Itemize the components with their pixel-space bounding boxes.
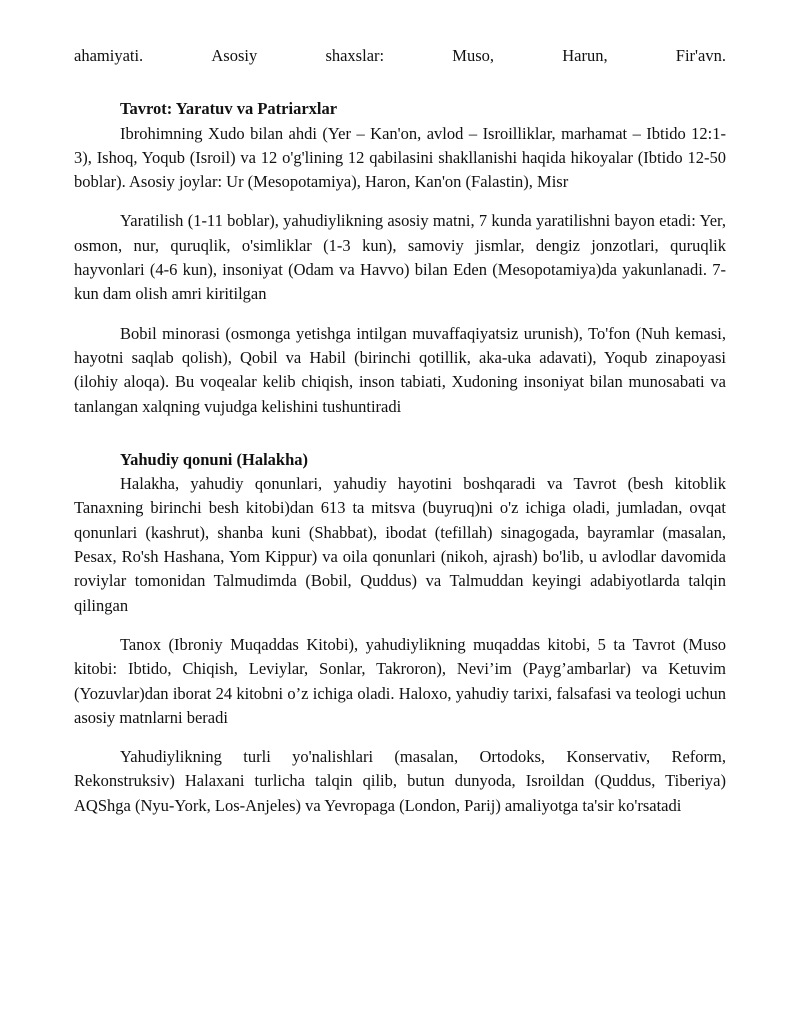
top-line xyxy=(74,44,726,68)
section-heading-tavrot: Tavrot: Yaratuv va Patriarxlar xyxy=(120,99,338,119)
paragraph: Ibrohimning Xudo bilan ahdi (Yer – Kan'on, avlod – Isroilliklar, marhamat – Ibtido 12:1-3), Ishoq, Yoqub (Isroil) va 12 o'g'lining 12 qabilasini shakllanishi haqida hikoyalar (Ibtido 12-50 boblar). Asosiy joylar: Ur (Mesopotamiya), Haron, Kan'on (Falastin), Misr xyxy=(74,123,726,192)
section-heading-halakha: Yahudiy qonuni (Halakha) xyxy=(120,449,309,469)
top-line-word: shaxslar: xyxy=(325,46,385,65)
paragraph: Yahudiylikning turli yo'nalishlari (masalan, Ortodoks, Konservativ, Reform, Rekonstruksiv) Halaxani turlicha talqin qilib, butun dunyoda, Isroildan (Quddus, Tiberiya) AQShga (Nyu-York, Los-Anjeles) va Yevropaga (London, Parij) amaliyotga ta'sir ko'rsatadi xyxy=(74,747,726,815)
paragraph: Bobil minorasi (osmonga yetishga intilgan muvaffaqiyatsiz urunish), To'fon (Nuh kemasi, hayotni saqlab qolish), Qobil va Habil (birinchi qotillik, aka-uka adavati), Yoqub zinapoyasi (ilohiy aloqa). Bu voqealar kelib chiqish, inson tabiati, Xudoning insoniyat bilan munosabati va tanlangan xalqning vujudga kelishini tushuntiradi xyxy=(74,323,726,416)
paragraph: Yaratilish (1-11 boblar), yahudiylikning asosiy matni, 7 kunda yaratilishni bayon etadi: Yer, osmon, nur, quruqlik, o'simliklar (1-3 kun), samoviy jismlar, dengiz jonzotlari, quruqlik hayvonlari (4-6 kun), insoniyat (Odam va Havvo) bilan Eden (Mesopotamiya)da yakunlanadi. 7-kun dam olish amri kiritilgan xyxy=(74,211,726,304)
top-line-word: ahamiyati. xyxy=(74,46,144,65)
top-line-word: Muso, xyxy=(452,46,495,65)
paragraph: Tanox (Ibroniy Muqaddas Kitobi), yahudiylikning muqaddas kitobi, 5 ta Tavrot (Muso kitobi: Ibtido, Chiqish, Leviylar, Sonlar, Takroron), Nevi’im (Payg’ambarlar) va Ketuvim (Yozuvlar)dan iborat 24 kitobni o’z ichiga oladi. Haloxo, yahudiy tarixi, falsafasi va teologi uchun asosiy matnlarni beradi xyxy=(74,634,726,727)
top-line-word: Harun, xyxy=(562,46,608,65)
paragraph: Halakha, yahudiy qonunlari, yahudiy hayotini boshqaradi va Tavrot (besh kitoblik Tanaxning birinchi besh kitobi)dan 613 ta mitsva (buyruq)ni o'z ichiga oladi, jumladan, ovqat qonunlari (kashrut), shanba kuni (Shabbat), ibodat (tefillah) sinagogada, bayramlar (masalan, Pesax, Ro'sh Hashana, Yom Kippur) va oila qonunlari (nikoh, ajrash) bo'lib, u avlodlar davomida roviylar tomonidan Talmudimda (Bobil, Quddus) va Talmuddan keyingi adabiyotlarda talqin qilingan xyxy=(74,474,726,615)
document-page xyxy=(74,44,726,818)
top-line-word: Fir'avn. xyxy=(675,46,726,65)
top-line-word: Asosiy xyxy=(211,46,258,65)
